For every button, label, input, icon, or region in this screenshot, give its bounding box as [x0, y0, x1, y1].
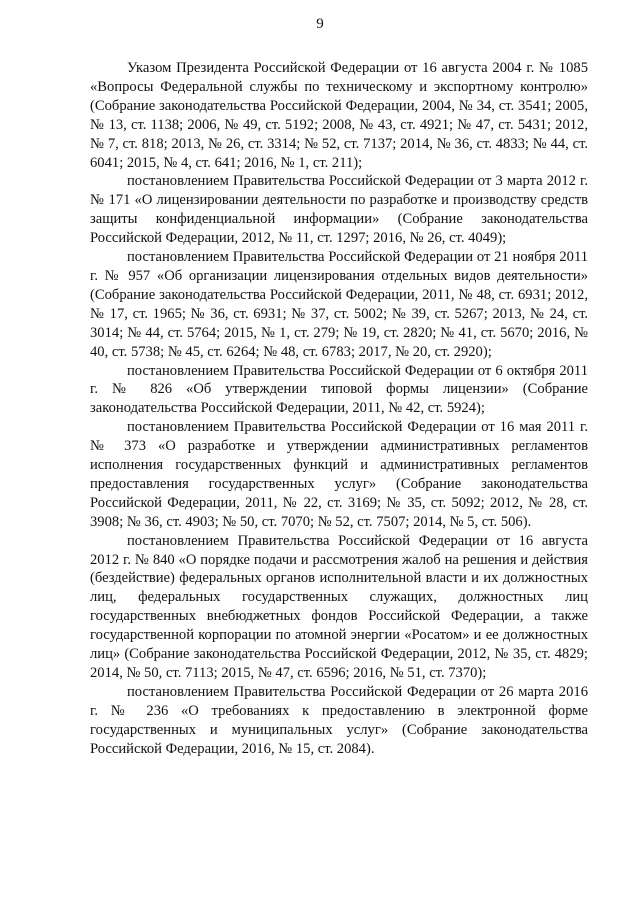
paragraph-resolution-171: постановлением Правительства Российской Федерации от 3 марта 2012 г. № 171 «О лицензировании деятельности по разработке и производству средств защиты конфиденциальной информации» (Собрание законодательства Российской Федерации, 2012, № 11, ст. 1297; 2016, № 26, ст. 4049);	[90, 173, 588, 247]
paragraph-resolution-373: постановлением Правительства Российской Федерации от 16 мая 2011 г. № 373 «О разработке и утверждении административных регламентов исполнения государственных функций и административных регламентов предоставления государственных услуг» (Собрание законодательства Российской Федерации, 2011, № 22, ст. 3169; № 35, ст. 5092; 2012, № 28, ст. 3908; № 36, ст. 4903; № 50, ст. 7070; № 52, ст. 7507; 2014, № 5, ст. 506).	[90, 419, 588, 530]
paragraph-resolution-236: постановлением Правительства Российской Федерации от 26 марта 2016 г. № 236 «О требованиях к предоставлению в электронной форме государственных и муниципальных услуг» (Собрание законодательства Российской Федерации, 2016, № 15, ст. 2084).	[90, 683, 588, 757]
paragraph-resolution-957: постановлением Правительства Российской Федерации от 21 ноября 2011 г. № 957 «Об организации лицензирования отдельных видов деятельности» (Собрание законодательства Российской Федерации, 2011, № 48, ст. 6931; 2012, № 17, ст. 1965; № 36, ст. 6931; № 37, ст. 5002; № 39, ст. 5267; 2013, № 24, ст. 3014; № 44, ст. 5764; 2015, № 1, ст. 279; № 19, ст. 2820; № 41, ст. 5670; 2016, № 40, ст. 5738; № 45, ст. 6264; № 48, ст. 6783; 2017, № 20, ст. 2920);	[90, 249, 588, 360]
paragraph-resolution-840: постановлением Правительства Российской Федерации от 16 августа 2012 г. № 840 «О порядке подачи и рассмотрения жалоб на решения и действия (бездействие) федеральных органов исполнительной власти и их должностных лиц, федеральных государственных служащих, должностных лиц государственных внебюджетных фондов Российской Федерации, а также государственной корпорации по атомной энергии «Росатом» и ее должностных лиц» (Собрание законодательства Российской Федерации, 2012, № 35, ст. 4829; 2014, № 50, ст. 7113; 2015, № 47, ст. 6596; 2016, № 51, ст. 7370);	[90, 532, 588, 681]
page-number: 9	[316, 16, 324, 32]
page-body	[90, 59, 588, 759]
paragraph-resolution-826: постановлением Правительства Российской Федерации от 6 октября 2011 г. № 826 «Об утверждении типовой формы лицензии» (Собрание законодательства Российской Федерации, 2011, № 42, ст. 5924);	[90, 362, 588, 417]
paragraph-presidential-decree-1085: Указом Президента Российской Федерации от 16 августа 2004 г. № 1085 «Вопросы Федеральной службы по техническому и экспортному контролю» (Собрание законодательства Российской Федерации, 2004, № 34, ст. 3541; 2005, № 13, ст. 1138; 2006, № 49, ст. 5192; 2008, № 43, ст. 4921; № 47, ст. 5431; 2012, № 7, ст. 818; 2013, № 26, ст. 3314; № 52, ст. 7137; 2014, № 36, ст. 4833; № 44, ст. 6041; 2015, № 4, ст. 641; 2016, № 1, ст. 211);	[90, 60, 588, 171]
